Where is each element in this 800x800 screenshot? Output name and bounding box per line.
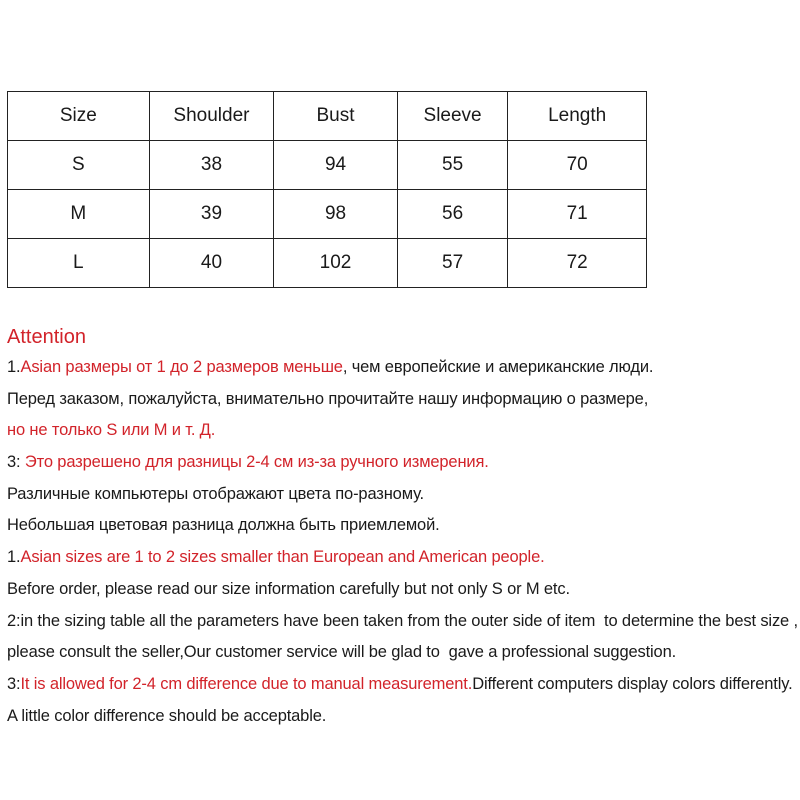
- attention-notes: [7, 322, 797, 732]
- note-line: [7, 669, 797, 701]
- note-line: [7, 701, 797, 733]
- note-segment-highlight: Asian размеры от 1 до 2 размеров меньше: [20, 358, 343, 376]
- table-cell: 71: [508, 190, 647, 239]
- table-cell: S: [8, 141, 150, 190]
- table-row: [8, 141, 647, 190]
- note-line: [7, 542, 797, 574]
- table-cell: L: [8, 239, 150, 288]
- note-segment: Different computers display colors differently.: [472, 674, 793, 693]
- table-cell: 55: [397, 141, 508, 190]
- table-cell: 39: [149, 190, 274, 239]
- table-cell: 72: [508, 239, 647, 288]
- note-segment: 2:in the sizing table all the parameters have been taken from the outer side of item to determine the best size ,: [7, 611, 798, 630]
- note-segment: Различные компьютеры отображают цвета по-разному.: [7, 484, 424, 503]
- attention-title: Attention: [7, 326, 86, 348]
- note-segment-highlight: но не только S или M и т. Д.: [7, 421, 216, 440]
- table-row: [8, 239, 647, 288]
- header-bust: Bust: [274, 92, 398, 141]
- note-segment-highlight: It is allowed for 2-4 cm difference due to manual measurement.: [20, 674, 473, 693]
- table-cell: 57: [397, 239, 508, 288]
- note-line: [7, 479, 797, 511]
- table-header-row: [8, 92, 647, 141]
- note-line: [7, 384, 797, 416]
- note-line: [7, 510, 797, 542]
- header-shoulder: Shoulder: [149, 92, 274, 141]
- table-cell: 98: [274, 190, 398, 239]
- note-line: [7, 606, 797, 638]
- note-segment: 1.: [7, 548, 21, 567]
- note-segment: Небольшая цветовая разница должна быть приемлемой.: [7, 516, 440, 535]
- table-row: [8, 190, 647, 239]
- note-segment: Перед заказом, пожалуйста, внимательно прочитайте нашу информацию о размере,: [7, 389, 649, 408]
- table-cell: 102: [274, 239, 398, 288]
- note-segment: , чем европейские и американские люди.: [342, 358, 654, 376]
- note-segment-highlight: Это разрешено для разницы 2-4 см из-за ручного измерения.: [24, 453, 489, 472]
- header-sleeve: Sleeve: [397, 92, 508, 141]
- table-cell: 70: [508, 141, 647, 190]
- note-segment-highlight: Asian sizes are 1 to 2 sizes smaller than European and American people.: [20, 548, 545, 567]
- note-segment: 1.: [7, 358, 21, 376]
- note-line: [7, 415, 797, 447]
- table-cell: 56: [397, 190, 508, 239]
- table-cell: 38: [149, 141, 274, 190]
- size-chart-table: [7, 91, 647, 288]
- note-line: [7, 637, 797, 669]
- note-segment: A little color difference should be acceptable.: [7, 706, 327, 725]
- table-cell: 40: [149, 239, 274, 288]
- table-cell: 94: [274, 141, 398, 190]
- note-line: [7, 352, 797, 384]
- header-length: Length: [508, 92, 647, 141]
- note-line: [7, 447, 797, 479]
- note-segment: 3:: [7, 674, 21, 693]
- header-size: Size: [8, 92, 150, 141]
- table-cell: M: [8, 190, 150, 239]
- note-segment: please consult the seller,Our customer service will be glad to gave a professional suggestion.: [7, 643, 677, 662]
- note-segment: Before order, please read our size information carefully but not only S or M etc.: [7, 579, 570, 598]
- note-line: [7, 574, 797, 606]
- note-segment: 3:: [7, 453, 25, 472]
